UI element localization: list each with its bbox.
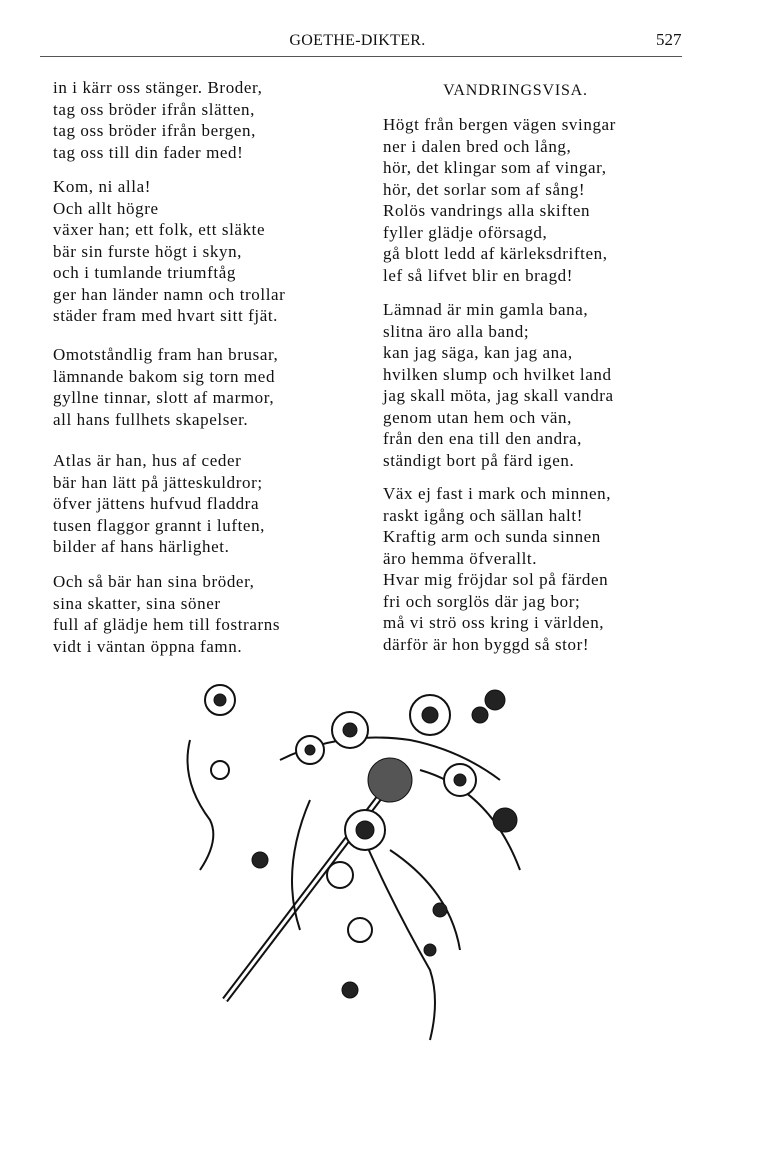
verse-line: sina skatter, sina söner: [53, 593, 221, 613]
verse-line: tag oss till din fader med!: [53, 142, 244, 162]
page-number: 527: [656, 30, 682, 49]
verse-line: lämnande bakom sig torn med: [53, 366, 276, 386]
verse-line: Omotståndlig fram han brusar,: [53, 345, 279, 364]
verse-line: gyllne tinnar, slott af marmor,: [53, 388, 275, 407]
stanza: [53, 344, 278, 430]
stanza: [53, 450, 265, 558]
floral-ornament-illustration: [160, 670, 550, 1060]
stanza: [383, 483, 611, 655]
verse-line: Lämnad är min gamla bana,: [383, 300, 589, 319]
verse-line: genom utan hem och vän,: [383, 407, 572, 427]
verse-line: Hvar mig fröjdar sol på färden: [383, 570, 609, 589]
stanza: [53, 77, 262, 163]
verse-line: därför är hon byggd så stor!: [383, 634, 590, 654]
verse-line: lef så lifvet blir en bragd!: [383, 265, 574, 285]
stanza: [383, 299, 614, 471]
verse-line: bär sin furste högt i skyn,: [53, 241, 243, 261]
verse-line: gå blott ledd af kärleksdriften,: [383, 244, 608, 263]
verse-line: Rolös vandrings alla skiften: [383, 201, 591, 220]
verse-line: tag oss bröder ifrån slätten,: [53, 99, 255, 119]
stanza: [53, 176, 285, 327]
verse-line: må vi strö oss kring i världen,: [383, 613, 605, 632]
verse-line: Högt från bergen vägen svingar: [383, 115, 616, 134]
verse-line: Väx ej fast i mark och minnen,: [383, 484, 612, 503]
verse-line: full af glädje hem till fostrarns: [53, 615, 281, 634]
stanza: [383, 114, 616, 286]
verse-line: Och så bär han sina bröder,: [53, 572, 255, 591]
poem-title: VANDRINGSVISA.: [443, 82, 588, 99]
verse-line: raskt igång och sällan halt!: [383, 505, 583, 525]
verse-line: växer han; ett folk, ett släkte: [53, 220, 266, 239]
verse-line: tag oss bröder ifrån bergen,: [53, 121, 256, 140]
verse-line: äro hemma öfverallt.: [383, 548, 538, 568]
stanza: [53, 571, 280, 657]
verse-line: fri och sorglös där jag bor;: [383, 591, 581, 611]
verse-line: in i kärr oss stänger. Broder,: [53, 78, 263, 97]
verse-line: jag skall möta, jag skall vandra: [383, 386, 614, 405]
verse-line: bär han lätt på jätteskuldror;: [53, 472, 263, 492]
verse-line: all hans fullhets skapelser.: [53, 409, 249, 429]
verse-line: öfver jättens hufvud fladdra: [53, 494, 260, 513]
verse-line: från den ena till den andra,: [383, 429, 582, 448]
verse-line: hvilken slump och hvilket land: [383, 364, 612, 384]
verse-line: Och allt högre: [53, 198, 159, 218]
header-rule: [40, 56, 682, 57]
verse-line: vidt i väntan öppna famn.: [53, 636, 243, 656]
verse-line: kan jag säga, kan jag ana,: [383, 343, 573, 362]
verse-line: ner i dalen bred och lång,: [383, 136, 572, 156]
verse-line: tusen flaggor grannt i luften,: [53, 515, 266, 535]
verse-line: slitna äro alla band;: [383, 321, 530, 341]
verse-line: Atlas är han, hus af ceder: [53, 451, 242, 470]
verse-line: bilder af hans härlighet.: [53, 537, 230, 556]
verse-line: fyller glädje oförsagd,: [383, 222, 548, 242]
verse-line: Kraftig arm och sunda sinnen: [383, 527, 601, 546]
verse-line: hör, det sorlar som af sång!: [383, 179, 586, 199]
running-header-title: GOETHE-DIKTER.: [289, 32, 426, 49]
verse-line: ständigt bort på färd igen.: [383, 450, 575, 470]
verse-line: städer fram med hvart sitt fjät.: [53, 306, 279, 325]
verse-line: och i tumlande triumftåg: [53, 263, 236, 282]
verse-line: ger han länder namn och trollar: [53, 284, 286, 304]
verse-line: Kom, ni alla!: [53, 177, 151, 196]
verse-line: hör, det klingar som af vingar,: [383, 158, 607, 177]
